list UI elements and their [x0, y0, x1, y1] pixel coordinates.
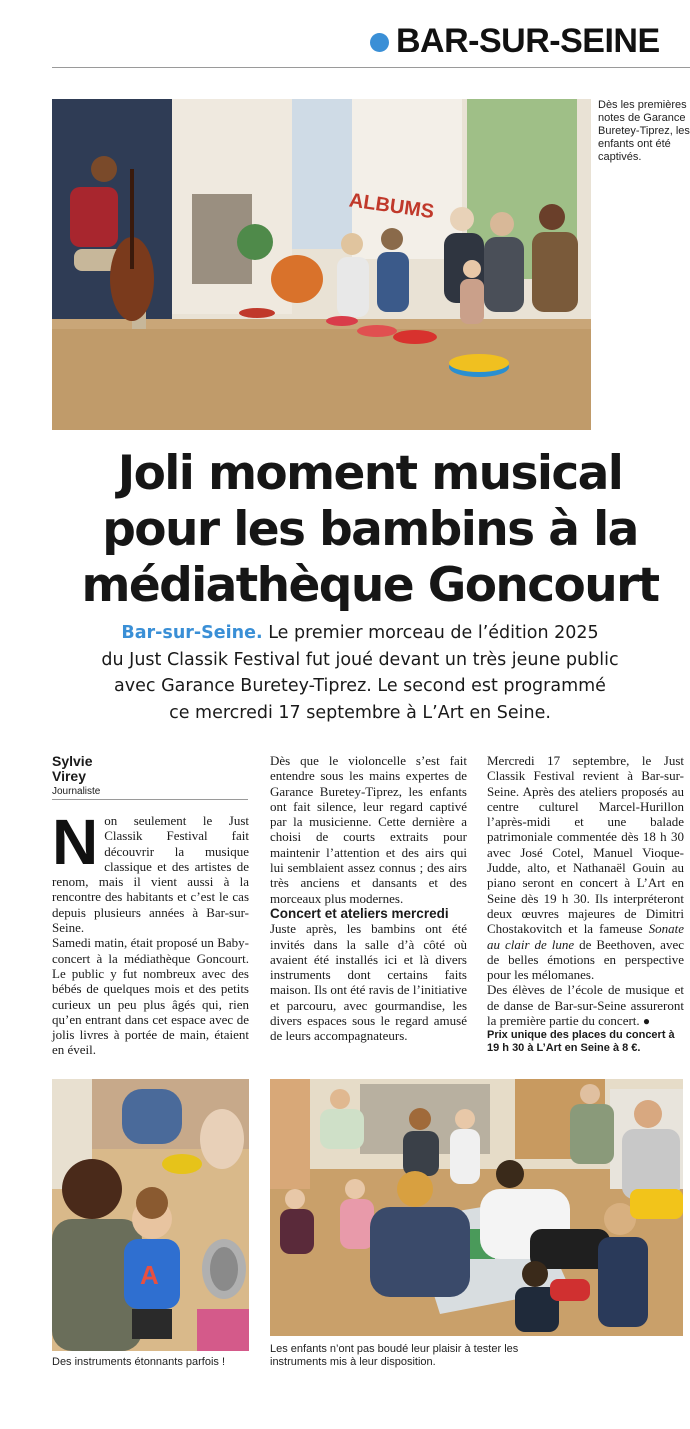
workshop-photo	[270, 1079, 683, 1336]
main-photo	[52, 99, 591, 430]
work-title: Sonate au clair de lune	[487, 921, 684, 952]
headline-line-2: pour les bambins à la	[102, 502, 638, 557]
lead-line-3: avec Garance Buretey-Tiprez. Le second est programmé	[114, 676, 606, 696]
paragraph: Juste après, les bambins ont été invités dans la salle d’à côté où avaient été installés ici et là divers instruments dont certains faits maison. Ils ont été ravis de l’initiative et parcouru, avec gourmandise, les divers espaces sous le regard amusé de leurs accompagnateurs.	[270, 921, 467, 1044]
paragraph: Dès que le violoncelle s’est fait entendre sous les mains expertes de Garance Buretey-Tiprez, les enfants ont fait silence, leur regard captivé par la musicienne. Cette dernière a choisi de courts extraits pour maintenir l’attention et des airs qui lui semblaient assez connus ; des airs très anciens et dansants et des morceaux plus modernes.	[270, 753, 467, 906]
section-dot-icon	[370, 33, 389, 52]
paragraph: Samedi matin, était proposé un Baby-concert à la médiathèque Goncourt. Le public y fut nombreux avec des bébés de quelques mois et des petits curieux un peu plus âgés qui, rien qu’en entrant dans cet espace avec de jolis livres à portée de main, étaient en éveil.	[52, 935, 249, 1058]
lead-line-1	[60, 620, 660, 647]
headline	[40, 446, 690, 614]
paragraph: Non seulement le Just Classik Festival fait découvrir la musique classique et des artistes de renom, mais il vient aussi à la rencontre des habitants et c’est le cas depuis plusieurs années à Bar-sur-Seine.	[52, 806, 249, 936]
lead-text-1: Le premier morceau de l’édition 2025	[262, 623, 599, 643]
albums-sign: ALBUMS	[347, 189, 436, 224]
lead-line-2: du Just Classik Festival fut joué devant un très jeune public	[101, 649, 619, 670]
cello-concert-photo-icon	[52, 99, 591, 430]
main-photo-caption: Dès les premières notes de Garance Buretey-Tiprez, les enfants ont été captivés.	[598, 99, 690, 163]
headline-line-3: médiathèque Goncourt	[81, 558, 659, 613]
lead-paragraph	[60, 620, 660, 726]
author-first-name: Sylvie	[52, 753, 93, 769]
article-column-1	[52, 806, 249, 1058]
lead-line-4: ce mercredi 17 septembre à L’Art en Seine.	[169, 702, 551, 723]
author-last-name: Virey	[52, 768, 86, 784]
paragraph: Mercredi 17 septembre, le Just Classik Festival revient à Bar-sur-Seine. Après des ateliers proposés au centre culturel Marcel-Hurillon l’après-midi et une balade patrimoniale commentée dès 18 h 30 avec José Cotel, Manuel Vioque-Judde, alto, et Nathanaël Gouin au piano seront en concert à L’Art en Seine dès 19 h 30. Ils interpréteront deux œuvres majeures de Dimitri Chostakovitch et la fameuse Sonate au clair de lune de Beethoven, avec de belles émotions en perspective pour les mélomanes.	[487, 753, 684, 983]
workshop-photo-caption: Les enfants n’ont pas boudé leur plaisir à tester les instruments mis à leur disposition.	[270, 1343, 519, 1368]
subheading: Concert et ateliers mercredi	[270, 905, 449, 921]
section-header	[0, 0, 690, 68]
svg-text:A: A	[140, 1260, 159, 1290]
author-name	[52, 754, 92, 784]
child-instrument-photo-icon	[52, 1079, 249, 1351]
article-column-3	[487, 753, 684, 1054]
price-note: Prix unique des places du concert à 19 h 30 à L’Art en Seine à 8 €.	[487, 1029, 675, 1054]
instruments-photo	[52, 1079, 249, 1351]
dropcap: N	[52, 806, 99, 878]
byline-divider	[52, 799, 248, 800]
paragraph: Des élèves de l’école de musique et de danse de Bar-sur-Seine assureront la première partie du concert. ●	[487, 982, 684, 1029]
section-title: BAR-SUR-SEINE	[396, 22, 660, 60]
instruments-photo-caption: Des instruments étonnants parfois !	[52, 1356, 226, 1368]
end-mark-icon: ●	[642, 1014, 651, 1029]
article-column-1-continued	[52, 1050, 249, 1051]
lead-place: Bar-sur-Seine.	[121, 623, 263, 643]
headline-line-1: Joli moment musical	[117, 446, 623, 501]
article-column-2	[270, 753, 467, 1044]
author-role: Journaliste	[52, 786, 101, 797]
section-divider	[52, 67, 690, 68]
workshop-scene-photo-icon	[270, 1079, 683, 1336]
